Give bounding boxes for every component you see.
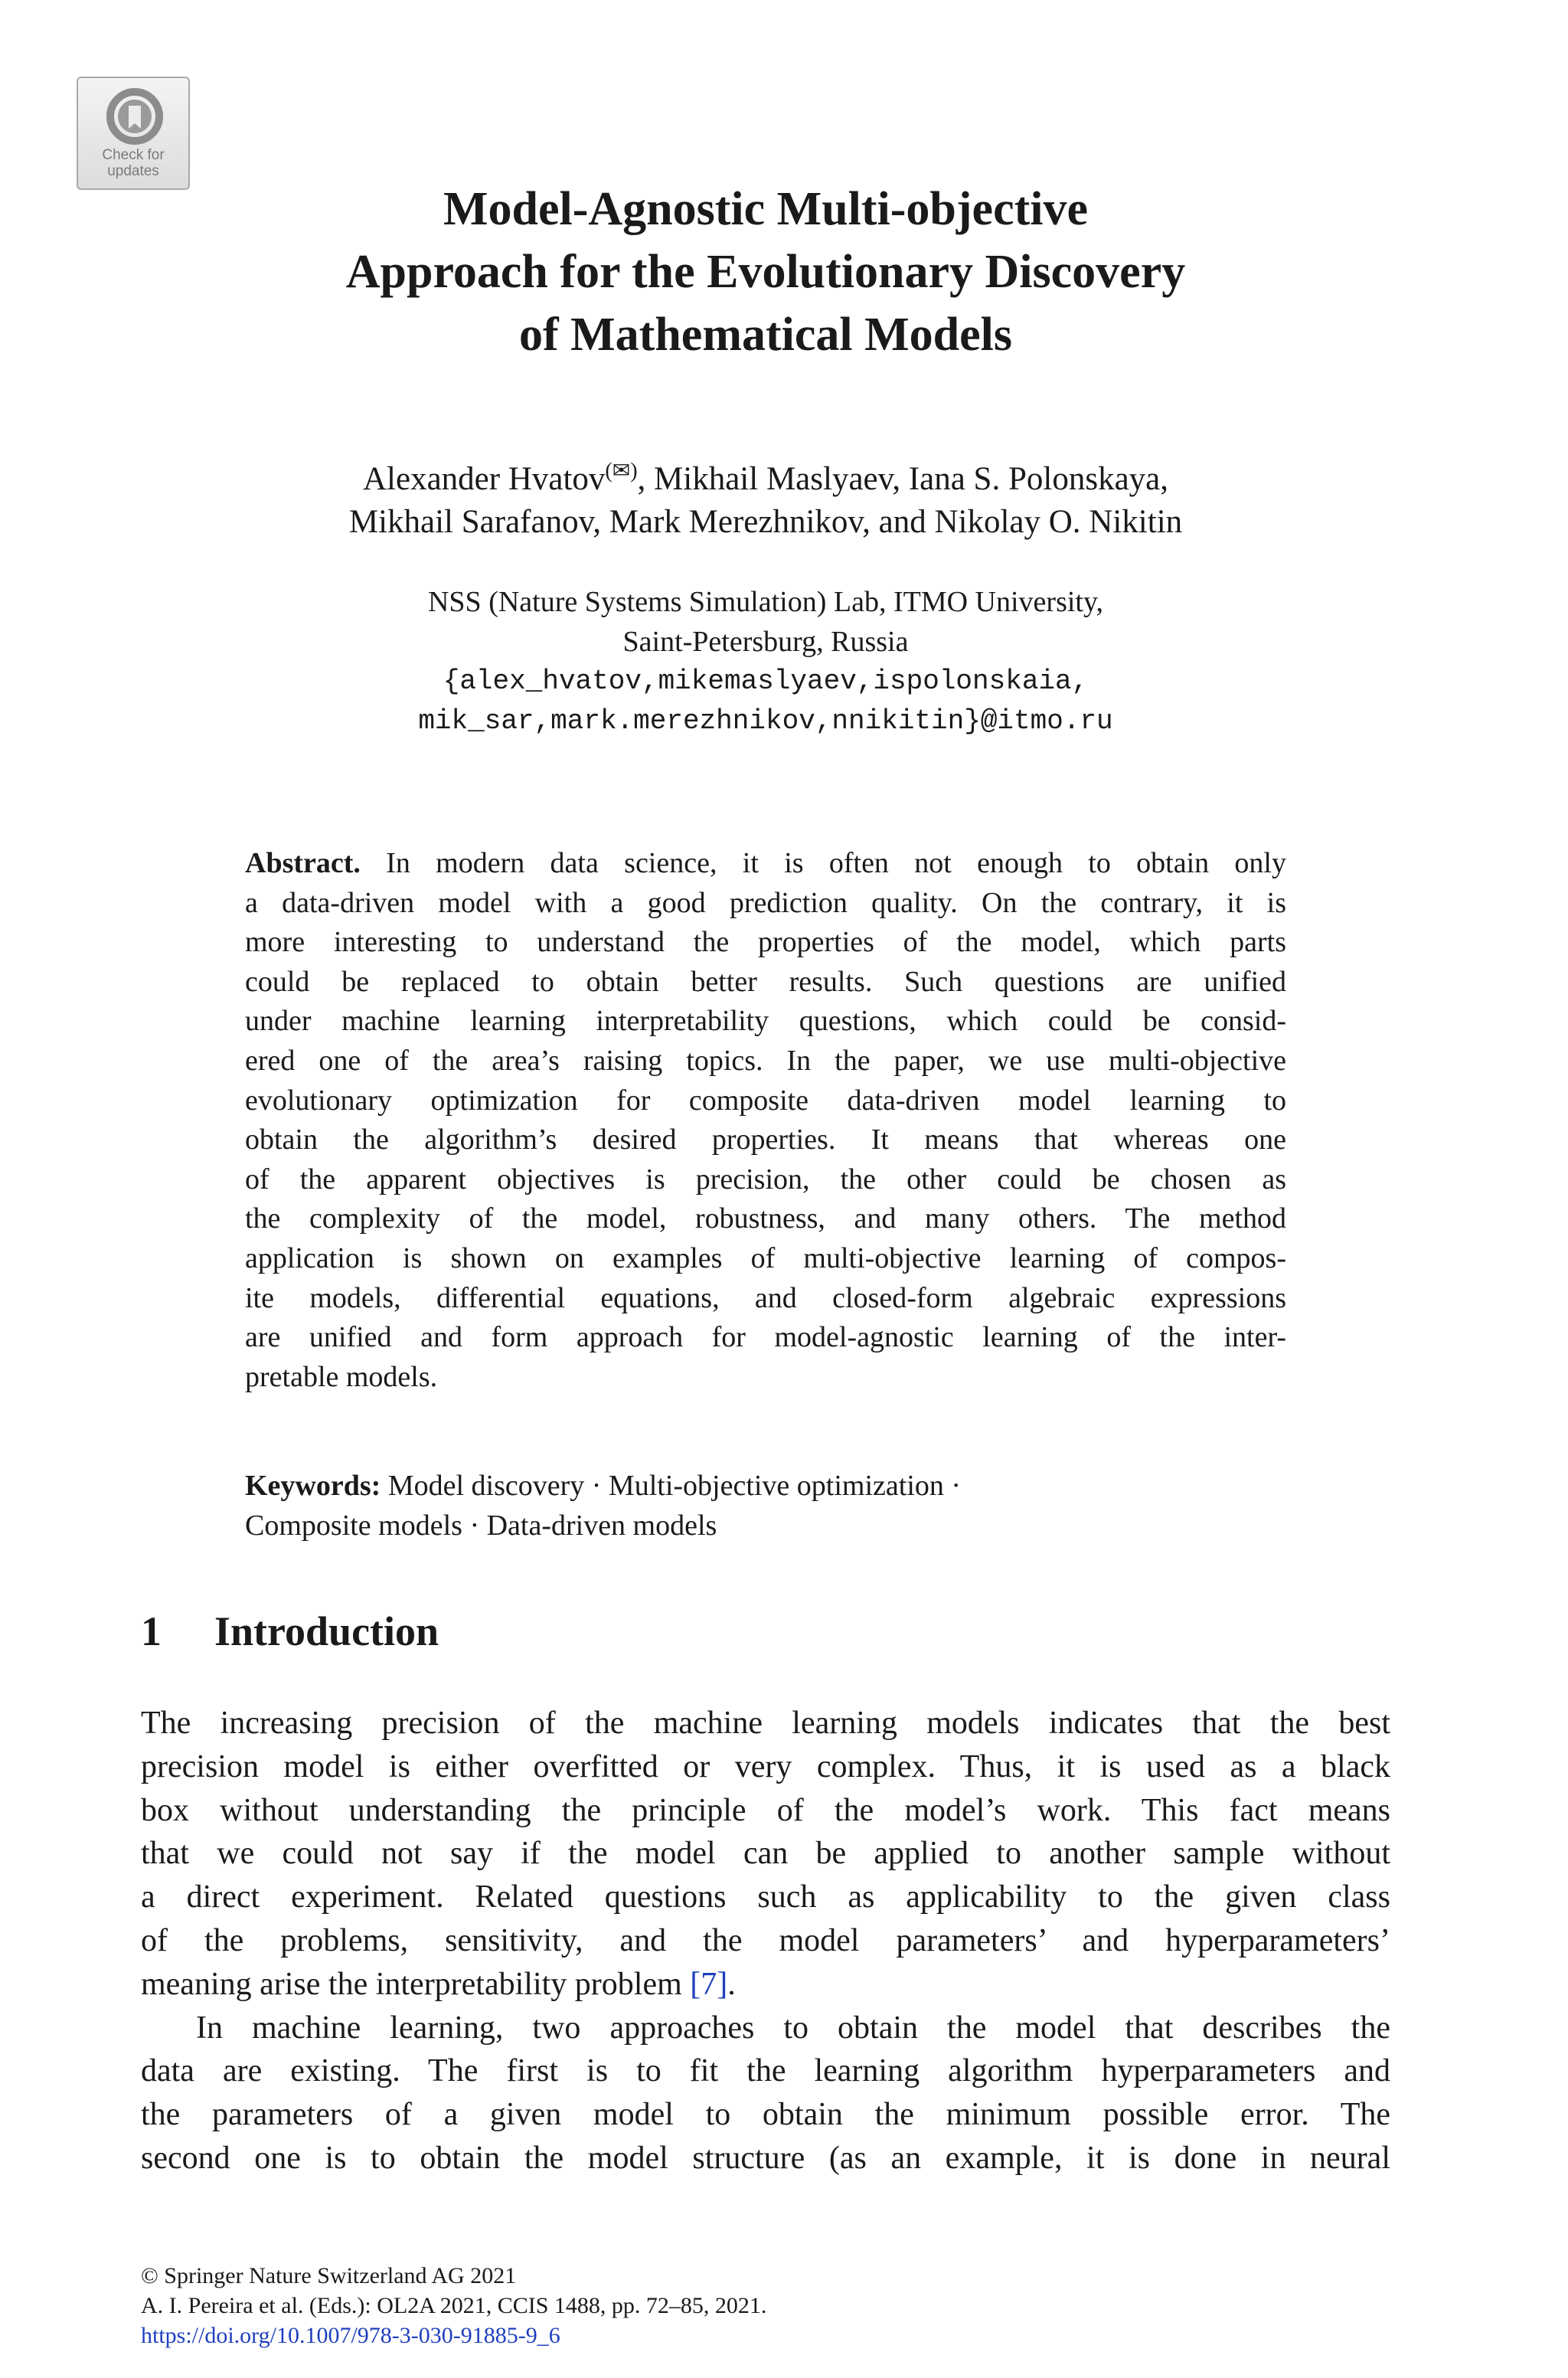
body-para2-line-2: the parameters of a given model to obtain the minimum possible error. The: [141, 2097, 1390, 2133]
citation-link-7[interactable]: [7]: [690, 1966, 728, 2002]
badge-line-2: updates: [107, 163, 159, 179]
abstract-line: [245, 844, 1286, 884]
keywords-line-2: Composite models · Data-driven models: [245, 1510, 717, 1542]
abstract-line-2: more interesting to understand the properties of the model, which parts: [245, 926, 1286, 959]
body-line-1: precision model is either overfitted or very complex. Thus, it is used as a black: [141, 1748, 1390, 1784]
abstract-line-13: pretable models.: [245, 1360, 438, 1393]
email-line-1: {alex_hvatov,mikemaslyaev,ispolonskaia,: [443, 666, 1089, 697]
abstract-line-12: are unified and form approach for model-agnostic learning of the inter-: [245, 1321, 1286, 1354]
abstract-line-5: ered one of the area’s raising topics. In the paper, we use multi-objective: [245, 1044, 1286, 1077]
section-number: 1: [141, 1608, 162, 1654]
check-for-updates-badge[interactable]: [77, 77, 190, 190]
keywords: [245, 1466, 1286, 1546]
affiliation-line-2: Saint-Petersburg, Russia: [622, 626, 909, 658]
keywords-line-1-text: Model discovery · Multi-objective optimization ·: [381, 1470, 962, 1502]
authors-line-2: Mikhail Sarafanov, Mark Merezhnikov, and Nikolay O. Nikitin: [348, 504, 1183, 540]
authors-line-1: [153, 458, 1378, 501]
abstract-line-11: ite models, differential equations, and closed-form algebraic expressions: [245, 1281, 1286, 1314]
abstract-line-7: obtain the algorithm’s desired properties. It means that whereas one: [245, 1124, 1286, 1156]
abstract-line-3: could be replaced to obtain better results. Such questions are unified: [245, 965, 1286, 998]
abstract-line-8: of the apparent objectives is precision, the other could be chosen as: [245, 1163, 1286, 1196]
section-heading-introduction: [141, 1607, 439, 1656]
body-line-5: of the problems, sensitivity, and the model parameters’ and hyperparameters’: [141, 1922, 1390, 1958]
body-para2-line-0: In machine learning, two approaches to obtain the model that describes the: [196, 2010, 1390, 2046]
body-line-4: a direct experiment. Related questions such as applicability to the given class: [141, 1879, 1390, 1915]
abstract-label: Abstract.: [245, 847, 361, 879]
affiliation: [153, 582, 1378, 741]
author-list: [153, 458, 1378, 544]
citation-line: A. I. Pereira et al. (Eds.): OL2A 2021, CCIS 1488, pp. 72–85, 2021.: [141, 2293, 767, 2318]
body-line-6-text: meaning arise the interpretability problem: [141, 1966, 691, 2002]
doi-link[interactable]: https://doi.org/10.1007/978-3-030-91885-9_6: [141, 2323, 560, 2348]
paper-title: [153, 178, 1378, 366]
bookmark-ring-icon: [104, 86, 165, 147]
body-para2-line-3: second one is to obtain the model structure (as an example, it is done in neural: [141, 2140, 1390, 2176]
badge-label: [78, 147, 188, 179]
abstract-line-0: In modern data science, it is often not enough to obtain only: [360, 847, 1286, 879]
body-line-6: [141, 1963, 1390, 2007]
body-para2-line-1: data are existing. The first is to fit the learning algorithm hyperparameters and: [141, 2053, 1390, 2089]
body-line-2: box without understanding the principle of the model’s work. This fact means: [141, 1792, 1390, 1828]
authors-line-1-rest: , Mikhail Maslyaev, Iana S. Polonskaya,: [637, 461, 1168, 497]
title-line-3: of Mathematical Models: [519, 309, 1012, 361]
title-line-2: Approach for the Evolutionary Discovery: [345, 246, 1186, 298]
affiliation-line-1: NSS (Nature Systems Simulation) Lab, ITMO University,: [427, 586, 1103, 618]
section-title: Introduction: [214, 1608, 439, 1654]
body-text: [141, 1702, 1390, 2180]
abstract-line-9: the complexity of the model, robustness, and many others. The method: [245, 1202, 1286, 1235]
abstract: [245, 844, 1286, 1397]
body-line-0: The increasing precision of the machine learning models indicates that the best: [141, 1706, 1390, 1741]
keywords-line-1: [245, 1466, 1286, 1506]
keywords-label: Keywords:: [245, 1470, 381, 1502]
copyright-line: © Springer Nature Switzerland AG 2021: [141, 2263, 517, 2288]
email-line-2: mik_sar,mark.merezhnikov,nnikitin}@itmo.ru: [418, 705, 1113, 737]
body-line-3: that we could not say if the model can be applied to another sample without: [141, 1836, 1390, 1872]
author-first: Alexander Hvatov: [363, 461, 606, 497]
abstract-line-10: application is shown on examples of multi-objective learning of compos-: [245, 1241, 1286, 1274]
footer: [141, 2261, 766, 2350]
title-line-1: Model-Agnostic Multi-objective: [443, 183, 1088, 235]
abstract-line-4: under machine learning interpretability questions, which could be consid-: [245, 1005, 1286, 1038]
badge-line-1: Check for: [102, 147, 165, 163]
mail-icon: (✉): [605, 459, 638, 483]
abstract-line-1: a data-driven model with a good prediction quality. On the contrary, it is: [245, 886, 1286, 919]
body-line-6-end: .: [727, 1966, 736, 2002]
abstract-line-6: evolutionary optimization for composite data-driven model learning to: [245, 1084, 1286, 1117]
